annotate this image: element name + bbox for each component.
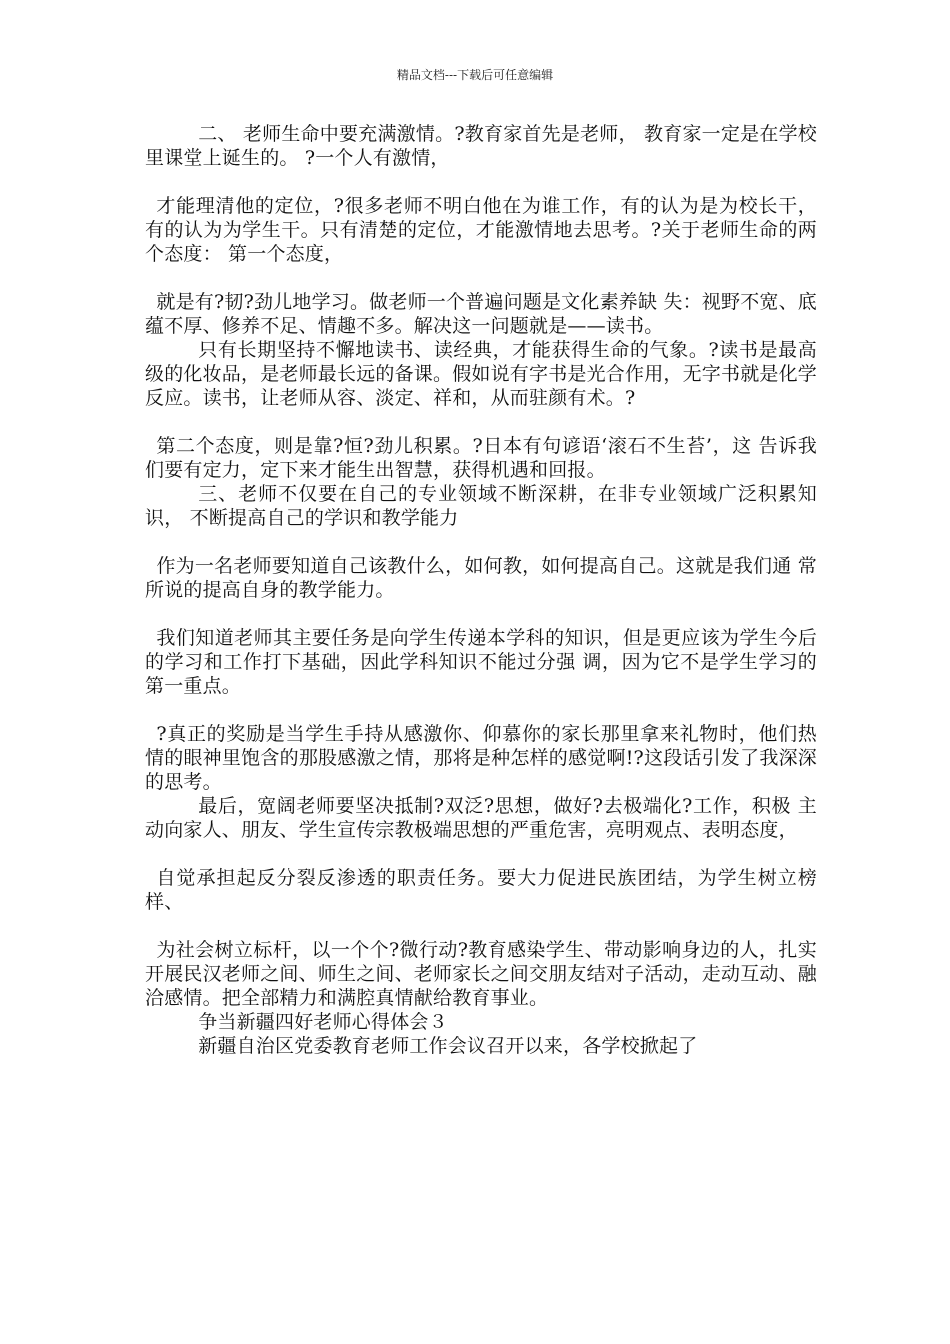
paragraph-9: ?真正的奖励是当学生手持从感激你、仰慕你的家长那里拿来礼物时，他们热情的眼神里饱含的那股感激之情，那将是种怎样的感觉啊!?这段话引发了我深深的思考。 [145, 723, 817, 793]
section-title: 争当新疆四好老师心得体会３ [198, 1011, 448, 1033]
paragraph-6: 三、老师不仅要在自己的专业领域不断深耕，在非专业领域广泛积累知识， 不断提高自己的学识和教学能力 [145, 483, 817, 529]
paragraph-11: 自觉承担起反分裂反渗透的职责任务。要大力促进民族团结，为学生树立榜样、 [145, 867, 817, 913]
paragraph-13: 新疆自治区党委教育老师工作会议召开以来，各学校掀起了 [198, 1035, 698, 1057]
document-body [145, 122, 817, 1058]
paragraph-1: 二、 老师生命中要充满激情。?教育家首先是老师， 教育家一定是在学校里课堂上诞生的。 ?一个人有激情， [145, 123, 817, 169]
paragraph-10: 最后，宽阔老师要坚决抵制?双泛?思想，做好?去极端化?工作，积极 主动向家人、朋友、学生宣传宗教极端思想的严重危害，亮明观点、表明态度， [145, 795, 817, 841]
paragraph-2: 才能理清他的定位，?很多老师不明白他在为谁工作，有的认为是为校长干，有的认为为学生干。只有清楚的定位，才能激情地去思考。?关于老师生命的两个态度： 第一个态度， [145, 195, 817, 265]
paragraph-12: 为社会树立标杆，以一个个?微行动?教育感染学生、带动影响身边的人，扎实开展民汉老师之间、师生之间、老师家长之间交朋友结对子活动，走动互动、融洽感情。把全部精力和满腔真情献给教育事业。 [145, 939, 818, 1009]
paragraph-8: 我们知道老师其主要任务是向学生传递本学科的知识，但是更应该为学生今后的学习和工作打下基础，因此学科知识不能过分强 调，因为它不是学生学习的第一重点。 [145, 627, 817, 697]
paragraph-7: 作为一名老师要知道自己该教什么，如何教，如何提高自己。这就是我们通 常所说的提高自身的教学能力。 [145, 555, 817, 601]
paragraph-3: 就是有?韧?劲儿地学习。做老师一个普遍问题是文化素养缺 失：视野不宽、底蕴不厚、修养不足、情趣不多。解决这一问题就是——读书。 [145, 291, 818, 337]
paragraph-4: 只有长期坚持不懈地读书、读经典，才能获得生命的气象。?读书是最高级的化妆品，是老师最长远的备课。假如说有字书是光合作用，无字书就是化学反应。读书，让老师从容、淡定、祥和，从而驻颜有术。? [145, 339, 818, 409]
paragraph-5: 第二个态度，则是靠?恒?劲儿积累。?日本有句谚语‘滚石不生苔’，这 告诉我们要有定力，定下来才能生出智慧，获得机遇和回报。 [145, 435, 817, 481]
page-header: 精品文档---下载后可任意编辑 [396, 68, 554, 82]
